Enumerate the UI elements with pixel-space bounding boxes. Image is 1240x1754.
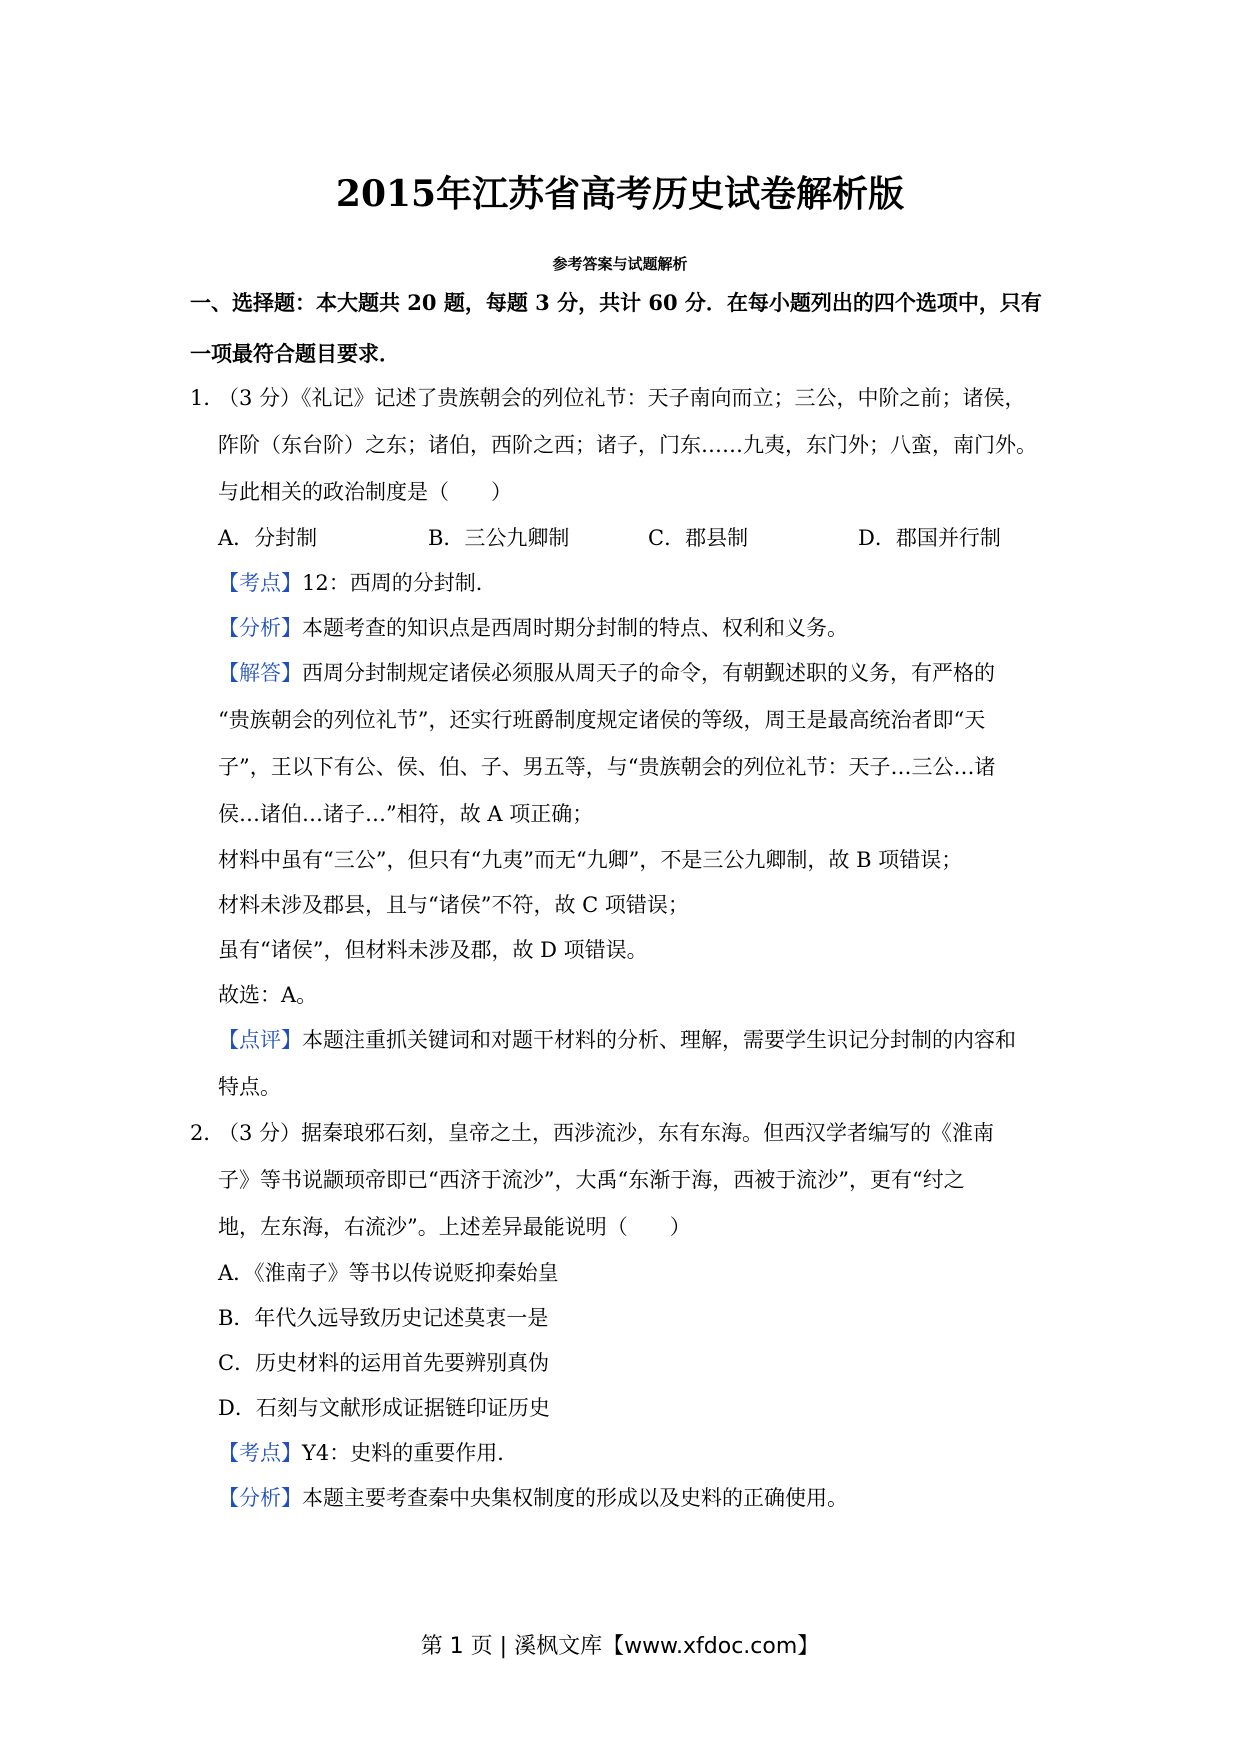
question-2-option-c: C．历史材料的运用首先要辨别真伪 [218,1351,550,1375]
question-2-option-a: A．《淮南子》等书以传说贬抑秦始皇 [218,1261,559,1285]
question-1-option-a: A．分封制 [218,526,318,550]
fenxi-tag: 【分析】 [218,1486,302,1510]
question-1-kaodian [218,568,497,598]
section-heading-line-1: 一、选择题：本大题共 20 题，每题 3 分，共计 60 分．在每小题列出的四个选项中，只有 [190,290,1042,315]
kaodian-text: Y4：史料的重要作用． [302,1441,519,1465]
question-1-jieda [218,658,995,688]
question-2-stem-line: 子》等书说颛顼帝即已“西济于流沙”，大禹“东渐于海，西被于流沙”，更有“纣之 [218,1168,965,1192]
jieda-tag: 【解答】 [218,661,302,685]
question-1-stem-line: 与此相关的政治制度是（ ） [218,480,512,504]
question-1-fenxi [218,613,848,643]
question-1-jieda-line: 侯…诸伯…诸子…”相符，故 A 项正确； [218,802,594,826]
question-2-number: 2． [190,1121,225,1145]
question-1-jieda-line: 材料中虽有“三公”，但只有“九夷”而无“九卿”，不是三公九卿制，故 B 项错误； [218,848,963,872]
dianping-tag: 【点评】 [218,1028,302,1052]
kaodian-text: 12：西周的分封制． [302,571,497,595]
question-1-number: 1． [190,386,225,410]
question-2-stem-line: 地，左东海，右流沙”。上述差异最能说明（ ） [218,1215,691,1239]
question-2-fenxi [218,1483,848,1513]
question-1-option-c: C．郡县制 [648,526,749,550]
question-1-stem-line: 阼阶（东台阶）之东；诸伯，西阶之西；诸子，门东……九夷，东门外；八蛮，南门外。 [218,433,1037,457]
page-subtitle: 参考答案与试题解析 [552,255,688,273]
question-1-option-b: B．三公九卿制 [428,526,570,550]
fenxi-text: 本题考查的知识点是西周时期分封制的特点、权利和义务。 [302,616,848,640]
question-1-dianping [218,1025,1016,1055]
page-footer: 第 1 页 | 溪枫文库【www.xfdoc.com】 [420,1634,820,1659]
question-1-stem-line: （3 分）《礼记》记述了贵族朝会的列位礼节：天子南向而立；三公，中阶之前；诸侯， [218,386,1026,410]
kaodian-tag: 【考点】 [218,1441,302,1465]
section-heading-line-2: 一项最符合题目要求． [190,341,400,366]
dianping-text: 本题注重抓关键词和对题干材料的分析、理解，需要学生识记分封制的内容和 [302,1028,1016,1052]
question-1-jieda-line: “贵族朝会的列位礼节”，还实行班爵制度规定诸侯的等级，周王是最高统治者即“天 [218,708,986,732]
question-1-jieda-line: 虽有“诸侯”，但材料未涉及郡，故 D 项错误。 [218,938,648,962]
question-2-kaodian [218,1438,518,1468]
question-1-option-d: D．郡国并行制 [858,526,1001,550]
question-1-jieda-line: 子”，王以下有公、侯、伯、子、男五等，与“贵族朝会的列位礼节：天子…三公…诸 [218,755,996,779]
question-1-jieda-line: 材料未涉及郡县，且与“诸侯”不符，故 C 项错误； [218,893,689,917]
jieda-text: 西周分封制规定诸侯必须服从周天子的命令，有朝觐述职的义务，有严格的 [302,661,995,685]
question-1-dianping-line: 特点。 [218,1075,281,1099]
fenxi-tag: 【分析】 [218,616,302,640]
fenxi-text: 本题主要考查秦中央集权制度的形成以及史料的正确使用。 [302,1486,848,1510]
question-2-option-b: B．年代久远导致历史记述莫衷一是 [218,1306,549,1330]
kaodian-tag: 【考点】 [218,571,302,595]
question-1-jieda-line: 故选：A。 [218,983,318,1007]
question-2-stem-line: （3 分）据秦琅邪石刻，皇帝之土，西涉流沙，东有东海。但西汉学者编写的《淮南 [218,1121,995,1145]
question-2-option-d: D．石刻与文献形成证据链印证历史 [218,1396,550,1420]
page-title: 2015年江苏省高考历史试卷解析版 [335,173,905,215]
